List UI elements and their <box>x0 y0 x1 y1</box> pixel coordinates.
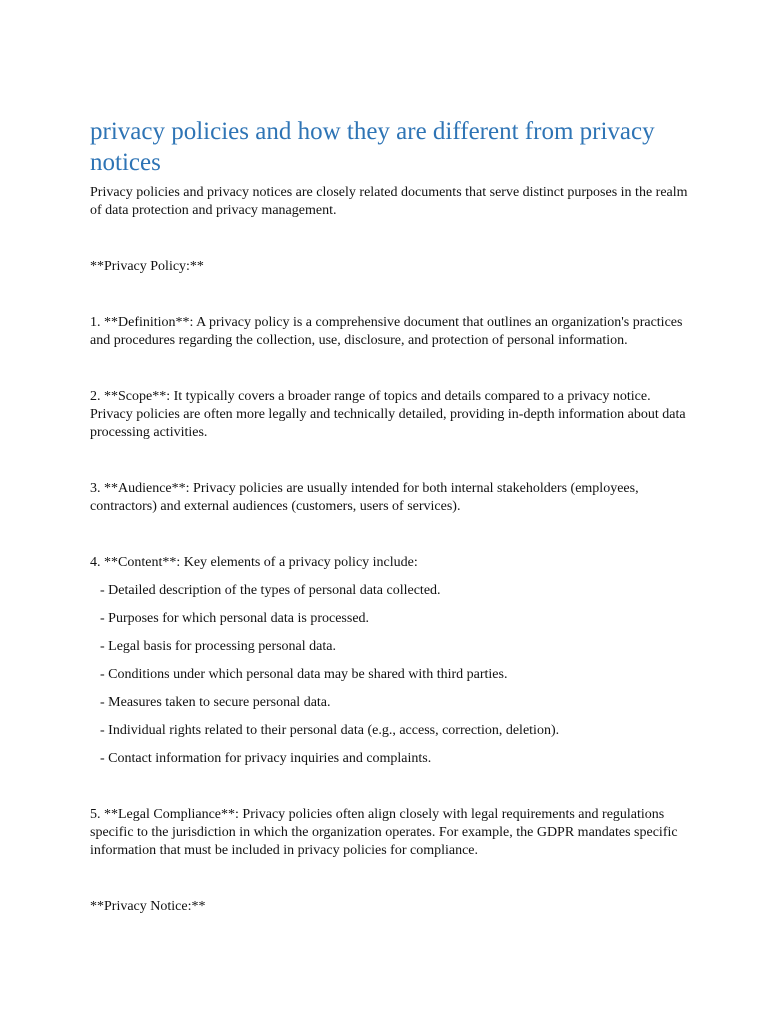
privacy-notice-heading: **Privacy Notice:** <box>90 899 206 914</box>
document-page <box>90 116 690 916</box>
list-item: - Purposes for which personal data is processed. <box>100 611 370 626</box>
intro-paragraph: Privacy policies and privacy notices are closely related documents that serve distinct purposes in the realm of data protection and privacy management. <box>90 185 688 218</box>
list-item: - Contact information for privacy inquiries and complaints. <box>100 751 432 766</box>
list-item: - Detailed description of the types of personal data collected. <box>100 583 441 598</box>
privacy-policy-heading: **Privacy Policy:** <box>90 259 204 274</box>
audience-paragraph: 3. **Audience**: Privacy policies are usually intended for both internal stakeholders (employees, contractors) and external audiences (customers, users of services). <box>90 481 639 514</box>
definition-paragraph: 1. **Definition**: A privacy policy is a comprehensive document that outlines an organization's practices and procedures regarding the collection, use, disclosure, and protection of personal information. <box>90 315 683 348</box>
content-bullet-list <box>90 582 690 768</box>
scope-paragraph: 2. **Scope**: It typically covers a broader range of topics and details compared to a privacy notice. Privacy policies are often more legally and technically detailed, providing in-depth information about data processing activities. <box>90 389 686 440</box>
page-title: privacy policies and how they are different from privacy notices <box>90 118 655 176</box>
list-item: - Measures taken to secure personal data. <box>100 695 331 710</box>
list-item: - Individual rights related to their personal data (e.g., access, correction, deletion). <box>100 723 560 738</box>
content-paragraph: 4. **Content**: Key elements of a privacy policy include: <box>90 555 418 570</box>
list-item: - Conditions under which personal data may be shared with third parties. <box>100 667 508 682</box>
list-item: - Legal basis for processing personal data. <box>100 639 336 654</box>
legal-compliance-paragraph: 5. **Legal Compliance**: Privacy policies often align closely with legal requirements and regulations specific to the jurisdiction in which the organization operates. For example, the GDPR mandates specific information that must be included in privacy policies for compliance. <box>90 807 678 858</box>
